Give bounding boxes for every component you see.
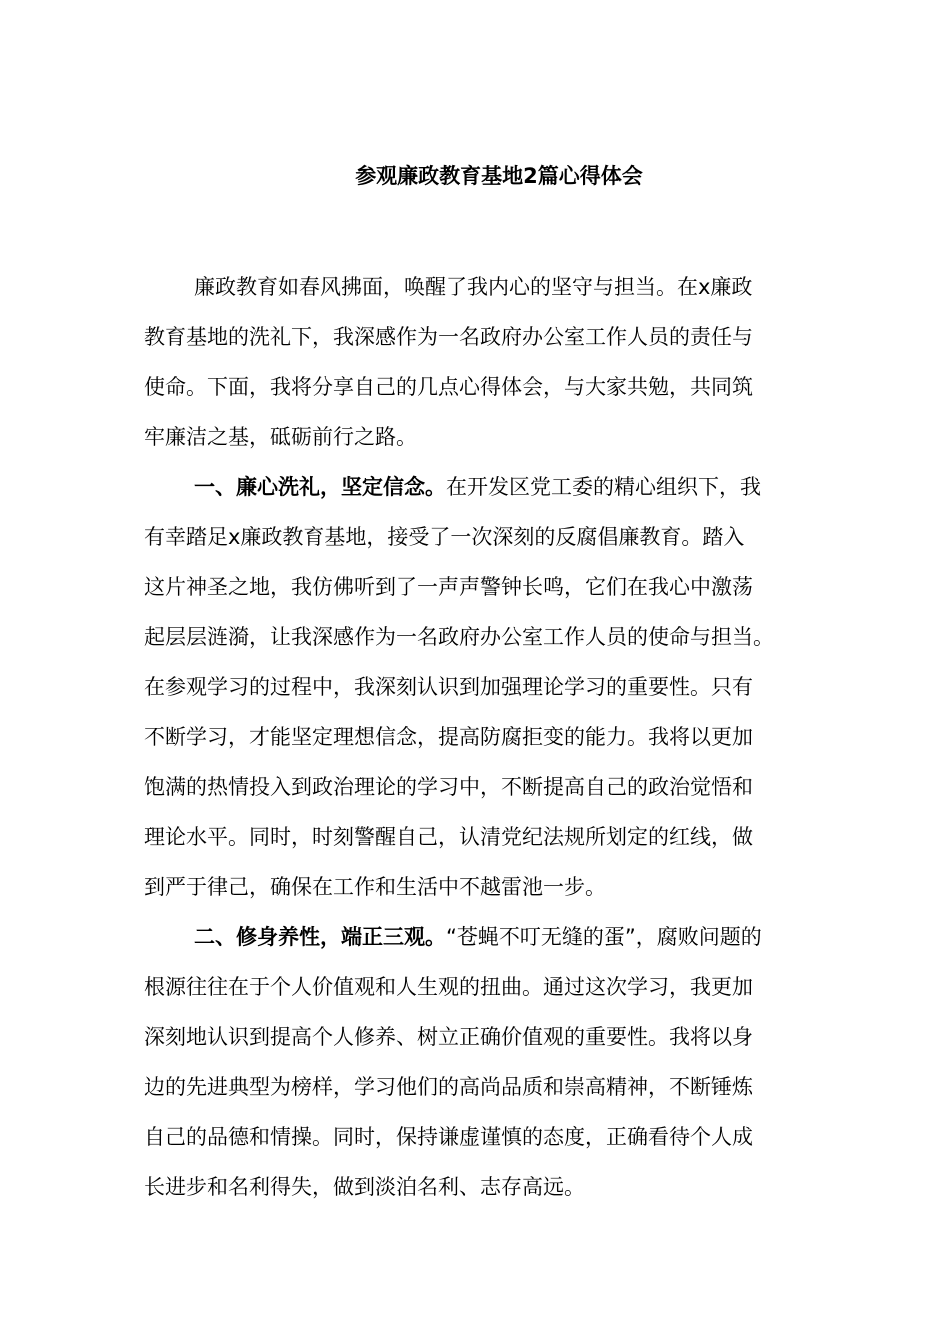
paragraph-line: 起层层涟漪，让我深感作为一名政府办公室工作人员的使命与担当。 [144,625,774,649]
section-heading: 一、廉心洗礼，坚定信念。 [194,475,446,499]
document-body [144,262,824,1212]
paragraph-line: 廉政教育如春风拂面，唤醒了我内心的坚守与担当。在x廉政 [194,275,753,299]
paragraph-line: 有幸踏足x廉政教育基地，接受了一次深刻的反腐倡廉教育。踏入 [144,525,745,549]
paragraph-line: 饱满的热情投入到政治理论的学习中，不断提高自己的政治觉悟和 [144,775,753,799]
paragraph-line-text: 在开发区党工委的精心组织下，我 [446,475,761,499]
paragraph-line: 在参观学习的过程中，我深刻认识到加强理论学习的重要性。只有 [144,675,753,699]
paragraph-line: 理论水平。同时，时刻警醒自己，认清党纪法规所划定的红线，做 [144,825,753,849]
paragraph-line: 到严于律己，确保在工作和生活中不越雷池一步。 [144,875,606,899]
paragraph-line: 长进步和名利得失，做到淡泊名利、志存高远。 [144,1175,585,1199]
paragraph-line: 教育基地的洗礼下，我深感作为一名政府办公室工作人员的责任与 [144,325,753,349]
paragraph-line: 牢廉洁之基，砥砺前行之路。 [144,425,417,449]
paragraph-intro [144,262,824,462]
paragraph-line: 深刻地认识到提高个人修养、树立正确价值观的重要性。我将以身 [144,1025,753,1049]
paragraph-line [144,912,824,962]
document-title: 参观廉政教育基地2篇心得体会 [355,164,643,188]
paragraph-line: 使命。下面，我将分享自己的几点心得体会，与大家共勉，共同筑 [144,375,753,399]
paragraph-line: 边的先进典型为榜样，学习他们的高尚品质和崇高精神，不断锤炼 [144,1075,753,1099]
paragraph-line-text: “苍蝇不叮无缝的蛋”，腐败问题的 [446,925,762,949]
paragraph-line: 自己的品德和情操。同时，保持谦虚谨慎的态度，正确看待个人成 [144,1125,753,1149]
paragraph-section-2 [144,912,824,1212]
paragraph-line: 不断学习，才能坚定理想信念，提高防腐拒变的能力。我将以更加 [144,725,753,749]
section-heading: 二、修身养性，端正三观。 [194,925,446,949]
paragraph-section-1 [144,462,824,912]
paragraph-line: 根源往往在于个人价值观和人生观的扭曲。通过这次学习，我更加 [144,975,753,999]
paragraph-line: 这片神圣之地，我仿佛听到了一声声警钟长鸣，它们在我心中激荡 [144,575,753,599]
paragraph-line [144,462,824,512]
